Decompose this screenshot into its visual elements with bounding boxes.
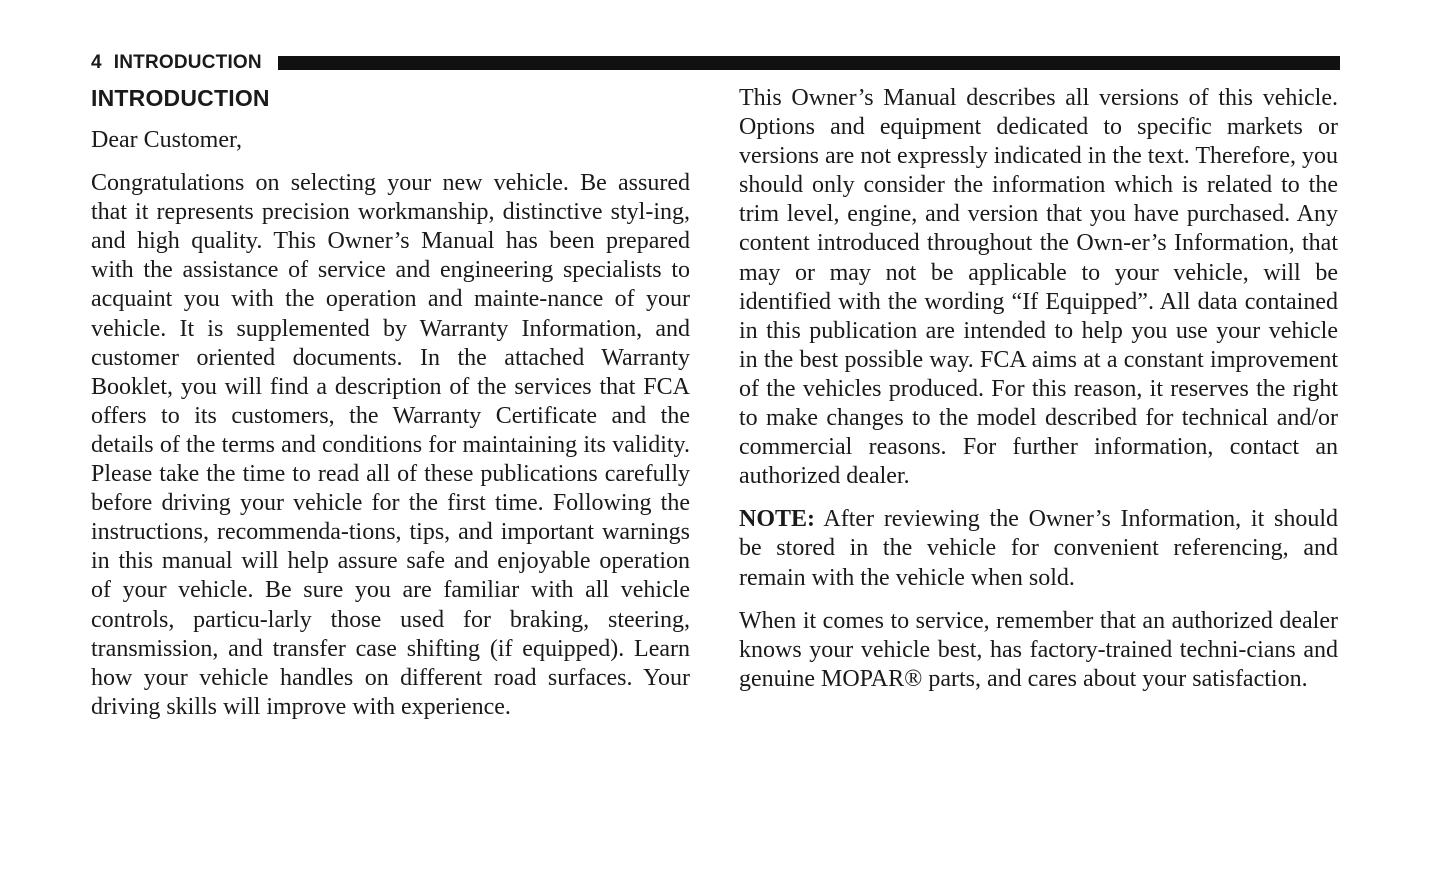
intro-paragraph: Congratulations on selecting your new vehicle. Be assured that it represents precision workmanship, distinctive styl-ing, and high quality. This Owner’s Manual has been prepared with the assistance of service and engineering specialists to acquaint you with the operation and mainte-nance of your vehicle. It is supplemented by Warranty Information, and customer oriented documents. In the attached Warranty Booklet, you will find a description of the services that FCA offers to its customers, the Warranty Certificate and the details of the terms and conditions for maintaining its validity. Please take the time to read all of these publications carefully before driving your vehicle for the first time. Following the instructions, recommenda-tions, tips, and important warnings in this manual will help assure safe and enjoyable operation of your vehicle. Be sure you are familiar with all vehicle controls, particu-larly those used for braking, steering, transmission, and transfer case shifting (if equipped). Learn how your vehicle handles on different road surfaces. Your driving skills will improve with experience. [91, 170, 690, 720]
section-title: INTRODUCTION [91, 85, 270, 111]
note-paragraph [739, 505, 1338, 592]
running-header-section: INTRODUCTION [113, 52, 262, 73]
manual-versions-paragraph: This Owner’s Manual describes all versions of this vehicle. Options and equipment dedicated to specific markets or versions are not expressly indicated in the text. Therefore, you should only consider the information which is related to the trim level, engine, and version that you have purchased. Any content introduced throughout the Own-er’s Information, that may or may not be applicable to your vehicle, will be identified with the wording “If Equipped”. All data contained in this publication are intended to help you use your vehicle in the best possible way. FCA aims at a constant improvement of the vehicles produced. For this reason, it reserves the right to make changes to the model described for technical and/or commercial reasons. For further information, contact an authorized dealer. [739, 85, 1338, 490]
page-header [91, 51, 1340, 75]
header-rule [278, 56, 1340, 70]
note-label: NOTE: [739, 506, 816, 533]
service-paragraph: When it comes to service, remember that an authorized dealer knows your vehicle best, has factory-trained techni-cians and genuine MOPAR® parts, and cares about your satisfaction. [739, 607, 1338, 692]
left-column [91, 84, 690, 736]
page-number: 4 [91, 52, 102, 73]
salutation: Dear Customer, [91, 127, 242, 153]
right-column [739, 84, 1338, 708]
note-text: After reviewing the Owner’s Information, it should be stored in the vehicle for convenient referencing, and remain with the vehicle when sold. [739, 506, 1338, 591]
